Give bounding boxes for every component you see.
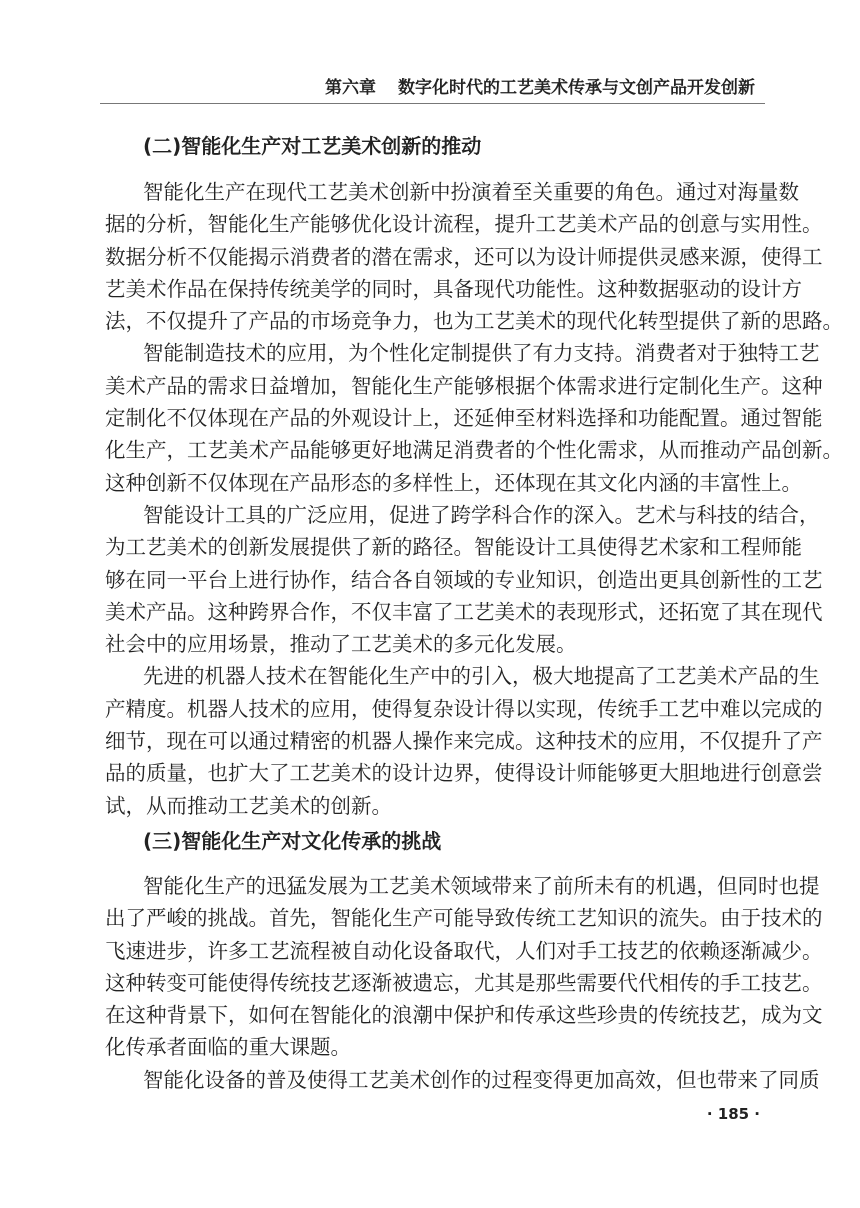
paragraph [105, 660, 823, 821]
text-line: 美术产品。这种跨界合作，不仅丰富了工艺美术的表现形式，还拓宽了其在现代 [105, 599, 823, 624]
text-line: 这种创新不仅体现在产品形态的多样性上，还体现在其文化内涵的丰富性上。 [105, 470, 802, 495]
text-line: 数据分析不仅能揭示消费者的潜在需求，还可以为设计师提供灵感来源，使得工 [105, 244, 823, 269]
text-line: 为工艺美术的创新发展提供了新的路径。智能设计工具使得艺术家和工程师能 [105, 535, 802, 560]
text-line: 飞速进步，许多工艺流程被自动化设备取代，人们对手工技艺的依赖逐渐减少。 [105, 938, 823, 963]
paragraph [105, 870, 823, 1064]
text-line: 定制化不仅体现在产品的外观设计上，还延伸至材料选择和功能配置。通过智能 [105, 406, 823, 431]
text-line: 品的质量，也扩大了工艺美术的设计边界，使得设计师能够更大胆地进行创意尝 [105, 761, 823, 786]
running-header [100, 76, 755, 100]
chapter-label: 第六章 [325, 78, 376, 98]
text-line: 智能化生产的迅猛发展为工艺美术领域带来了前所未有的机遇，但同时也提 [143, 874, 820, 898]
text-line: 出了严峻的挑战。首先，智能化生产可能导致传统工艺知识的流失。由于技术的 [105, 906, 823, 931]
paragraph [105, 499, 823, 660]
text-line: 智能设计工具的广泛应用，促进了跨学科合作的深入。艺术与科技的结合， [143, 502, 820, 527]
text-line: 法，不仅提升了产品的市场竞争力，也为工艺美术的现代化转型提供了新的思路。 [105, 309, 843, 334]
page-number: · 185 · [706, 1105, 760, 1123]
text-line: 细节，现在可以通过精密的机器人操作来完成。这种技术的应用，不仅提升了产 [105, 729, 823, 754]
text-line: 社会中的应用场景，推动了工艺美术的多元化发展。 [105, 632, 577, 657]
text-line: 化生产，工艺美术产品能够更好地满足消费者的个性化需求，从而推动产品创新。 [105, 438, 843, 463]
text-line: 智能化生产在现代工艺美术创新中扮演着至关重要的角色。通过对海量数 [143, 180, 799, 204]
text-line: 先进的机器人技术在智能化生产中的引入，极大地提高了工艺美术产品的生 [143, 664, 820, 689]
section-heading: (三)智能化生产对文化传承的挑战 [143, 829, 442, 853]
paragraph [105, 176, 843, 337]
text-line: 在这种背景下，如何在智能化的浪潮中保护和传承这些珍贵的传统技艺，成为文 [105, 1003, 823, 1028]
text-line: 化传承者面临的重大课题。 [105, 1035, 351, 1060]
text-line: 这种转变可能使得传统技艺逐渐被遗忘，尤其是那些需要代代相传的手工技艺。 [105, 970, 823, 995]
section-heading: (二)智能化生产对工艺美术创新的推动 [143, 134, 482, 158]
paragraph [105, 337, 843, 498]
text-line: 艺美术作品在保持传统美学的同时，具备现代功能性。这种数据驱动的设计方 [105, 276, 802, 301]
paragraph [105, 1064, 820, 1096]
section-body [105, 176, 843, 822]
text-line: 智能化设备的普及使得工艺美术创作的过程变得更加高效，但也带来了同质 [143, 1067, 820, 1092]
section-body [105, 870, 823, 1096]
header-rule [100, 103, 765, 104]
text-line: 产精度。机器人技术的应用，使得复杂设计得以实现，传统手工艺中难以完成的 [105, 696, 823, 721]
text-line: 美术产品的需求日益增加，智能化生产能够根据个体需求进行定制化生产。这种 [105, 373, 823, 398]
text-line: 够在同一平台上进行协作，结合各自领域的专业知识，创造出更具创新性的工艺 [105, 567, 823, 592]
text-line: 智能制造技术的应用，为个性化定制提供了有力支持。消费者对于独特工艺 [143, 341, 820, 366]
chapter-title: 数字化时代的工艺美术传承与文创产品开发创新 [398, 78, 755, 98]
text-line: 据的分析，智能化生产能够优化设计流程，提升工艺美术产品的创意与实用性。 [105, 212, 823, 237]
text-line: 试，从而推动工艺美术的创新。 [105, 793, 392, 818]
